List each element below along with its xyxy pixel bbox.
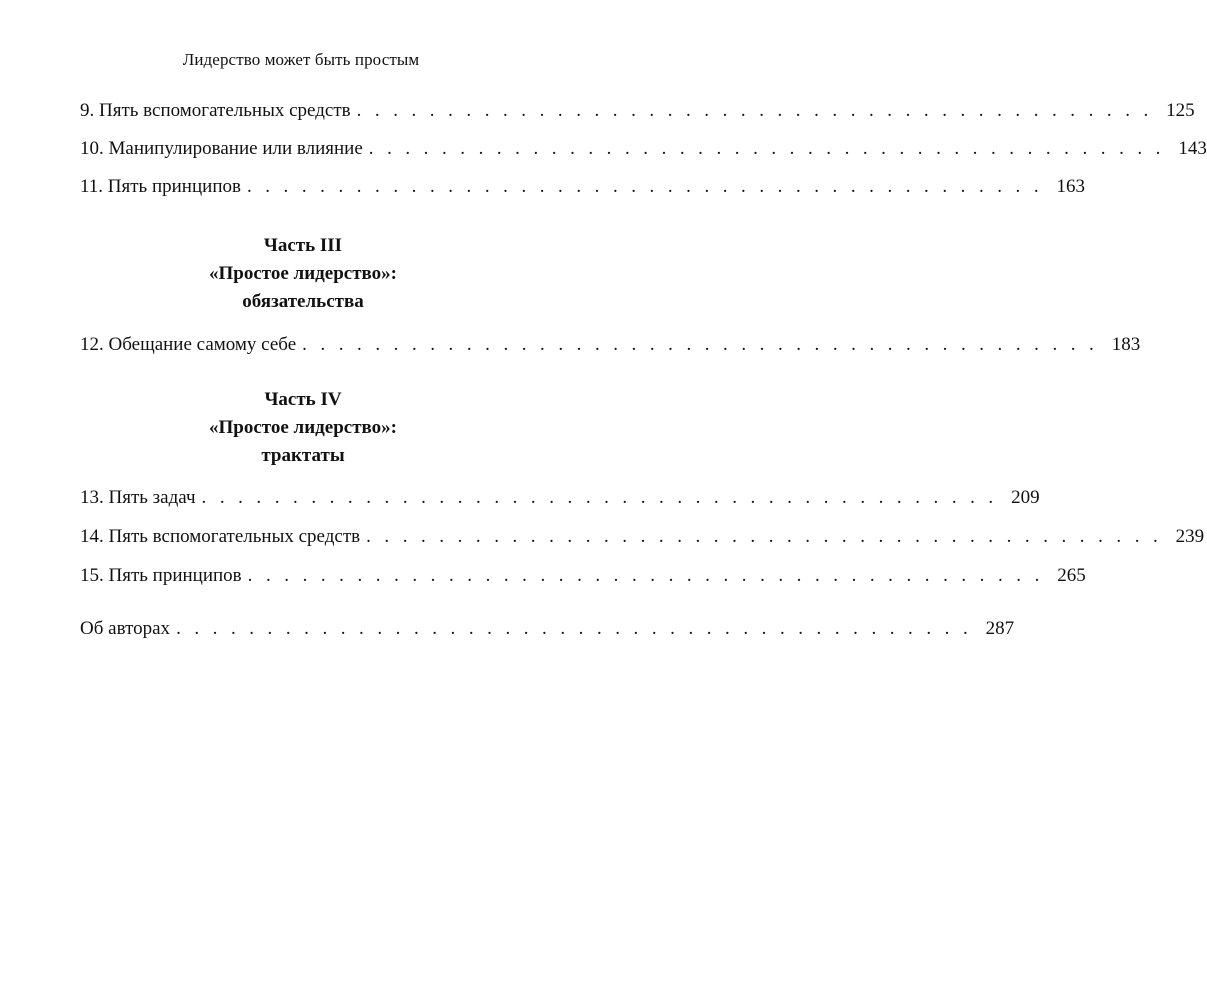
toc-page-number: 265	[1057, 565, 1086, 586]
toc-page-number: 287	[985, 618, 1015, 639]
toc-leader-dots: . . . . . . . . . . . . . . . . . . . . . . . . . . . . . . . . . . . . . . . . . . . .	[302, 334, 1099, 355]
toc-entry	[80, 138, 1207, 160]
toc-leader-dots: . . . . . . . . . . . . . . . . . . . . . . . . . . . . . . . . . . . . . . . . . . . .	[366, 526, 1163, 547]
toc-leader-dots: . . . . . . . . . . . . . . . . . . . . . . . . . . . . . . . . . . . . . . . . . . . .	[201, 487, 998, 508]
part-title: «Простое лидерство»:	[209, 263, 397, 284]
toc-leader-dots: . . . . . . . . . . . . . . . . . . . . . . . . . . . . . . . . . . . . . . . . . . . .	[356, 100, 1153, 121]
toc-page-number: 209	[1011, 487, 1040, 508]
toc-entry-title: 10. Манипулирование или влияние	[80, 138, 363, 159]
toc-entry-title: Об авторах	[80, 618, 171, 639]
toc-entry-title: 15. Пять принципов	[80, 565, 242, 586]
toc-entry	[80, 334, 1141, 356]
toc-entry	[80, 176, 1086, 198]
toc-group-part2-tail	[80, 100, 1207, 198]
toc-group-back-matter	[80, 618, 1015, 640]
part-number: Часть IV	[264, 389, 342, 410]
part-title: «Простое лидерство»:	[209, 417, 397, 438]
toc-entry-title: 12. Обещание самому себе	[80, 334, 297, 355]
toc-entry-title: 14. Пять вспомогательных средств	[80, 526, 361, 547]
toc-entry-title: 13. Пять задач	[80, 487, 196, 508]
part-heading-3	[80, 232, 526, 316]
running-header: Лидерство может быть простым	[182, 50, 420, 69]
toc-leader-dots: . . . . . . . . . . . . . . . . . . . . . . . . . . . . . . . . . . . . . . . . . . . .	[247, 565, 1044, 586]
part-subtitle: трактаты	[261, 445, 345, 466]
toc-page-number: 125	[1166, 100, 1195, 121]
toc-leader-dots: . . . . . . . . . . . . . . . . . . . . . . . . . . . . . . . . . . . . . . . . . . . .	[368, 138, 1165, 159]
toc-group-part4	[80, 487, 1205, 587]
part-subtitle: обязательства	[242, 291, 364, 312]
part-heading-4	[80, 386, 526, 470]
toc-entry-title: 11. Пять принципов	[80, 176, 241, 197]
toc-entry	[80, 100, 1195, 122]
toc-page-number: 183	[1111, 334, 1141, 355]
toc-leader-dots: . . . . . . . . . . . . . . . . . . . . . . . . . . . . . . . . . . . . . . . . . . . .	[176, 618, 973, 639]
toc-page-number: 239	[1175, 526, 1205, 547]
part-number: Часть III	[263, 235, 343, 256]
toc-group-part3	[80, 334, 1141, 356]
toc-entry-title: 9. Пять вспомогательных средств	[80, 100, 351, 121]
toc-entry	[80, 565, 1086, 587]
toc-leader-dots: . . . . . . . . . . . . . . . . . . . . . . . . . . . . . . . . . . . . . . . . . . . .	[246, 176, 1044, 197]
toc-page-number: 143	[1178, 138, 1207, 159]
toc-entry	[80, 618, 1015, 640]
toc-page-number: 163	[1056, 176, 1086, 197]
toc-entry	[80, 526, 1205, 548]
toc-entry	[80, 487, 1040, 509]
